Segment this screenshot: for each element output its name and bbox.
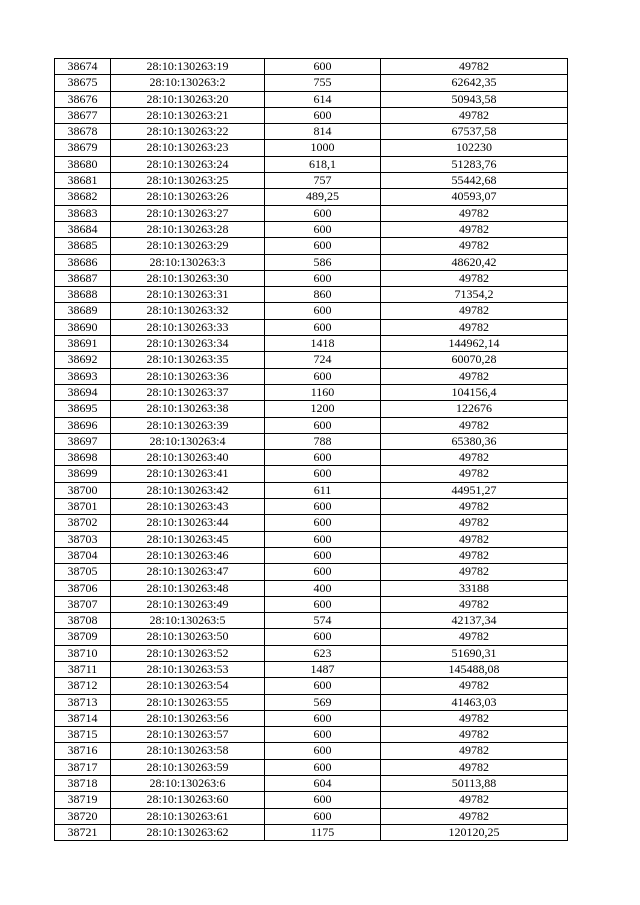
row-number-cell: 38705 [55,564,111,580]
table-row [55,482,568,498]
area-cell: 600 [265,596,381,612]
cadastral-number-cell: 28:10:130263:53 [111,661,265,677]
area-cell: 1160 [265,384,381,400]
table-row [55,91,568,107]
cadastral-number-cell: 28:10:130263:55 [111,694,265,710]
value-cell: 67537,58 [381,124,568,140]
value-cell: 49782 [381,107,568,123]
table-row [55,824,568,840]
row-number-cell: 38711 [55,661,111,677]
area-cell: 600 [265,59,381,75]
area-cell: 860 [265,287,381,303]
row-number-cell: 38696 [55,417,111,433]
area-cell: 614 [265,91,381,107]
cadastral-number-cell: 28:10:130263:22 [111,124,265,140]
row-number-cell: 38679 [55,140,111,156]
table-row [55,156,568,172]
row-number-cell: 38688 [55,287,111,303]
table-row [55,59,568,75]
cadastral-number-cell: 28:10:130263:46 [111,547,265,563]
table-row [55,727,568,743]
table-row [55,450,568,466]
table-row [55,629,568,645]
area-cell: 814 [265,124,381,140]
table-row [55,694,568,710]
area-cell: 489,25 [265,189,381,205]
table-row [55,759,568,775]
value-cell: 49782 [381,727,568,743]
cadastral-number-cell: 28:10:130263:2 [111,75,265,91]
value-cell: 65380,36 [381,433,568,449]
table-row [55,368,568,384]
table-body [55,59,568,841]
cadastral-number-cell: 28:10:130263:29 [111,238,265,254]
table-row [55,613,568,629]
cadastral-number-cell: 28:10:130263:33 [111,319,265,335]
area-cell: 1487 [265,661,381,677]
cadastral-number-cell: 28:10:130263:3 [111,254,265,270]
value-cell: 49782 [381,368,568,384]
cadastral-number-cell: 28:10:130263:36 [111,368,265,384]
cadastral-number-cell: 28:10:130263:25 [111,173,265,189]
area-cell: 600 [265,564,381,580]
area-cell: 1200 [265,401,381,417]
value-cell: 49782 [381,221,568,237]
value-cell: 33188 [381,580,568,596]
table-row [55,254,568,270]
value-cell: 60070,28 [381,352,568,368]
value-cell: 44951,27 [381,482,568,498]
area-cell: 600 [265,466,381,482]
row-number-cell: 38692 [55,352,111,368]
cadastral-number-cell: 28:10:130263:61 [111,808,265,824]
area-cell: 600 [265,270,381,286]
table-row [55,238,568,254]
cadastral-number-cell: 28:10:130263:34 [111,336,265,352]
row-number-cell: 38710 [55,645,111,661]
table-row [55,776,568,792]
cadastral-number-cell: 28:10:130263:59 [111,759,265,775]
table-row [55,140,568,156]
area-cell: 400 [265,580,381,596]
cadastral-number-cell: 28:10:130263:44 [111,515,265,531]
area-cell: 600 [265,792,381,808]
area-cell: 600 [265,547,381,563]
cadastral-number-cell: 28:10:130263:37 [111,384,265,400]
cadastral-number-cell: 28:10:130263:20 [111,91,265,107]
row-number-cell: 38690 [55,319,111,335]
value-cell: 41463,03 [381,694,568,710]
area-cell: 600 [265,450,381,466]
value-cell: 49782 [381,547,568,563]
area-cell: 574 [265,613,381,629]
area-cell: 600 [265,710,381,726]
parcel-table [54,58,568,841]
value-cell: 50943,58 [381,91,568,107]
cadastral-number-cell: 28:10:130263:5 [111,613,265,629]
row-number-cell: 38676 [55,91,111,107]
cadastral-number-cell: 28:10:130263:57 [111,727,265,743]
area-cell: 1418 [265,336,381,352]
table-row [55,189,568,205]
area-cell: 1175 [265,824,381,840]
row-number-cell: 38680 [55,156,111,172]
table-row [55,205,568,221]
area-cell: 604 [265,776,381,792]
area-cell: 600 [265,417,381,433]
value-cell: 49782 [381,710,568,726]
cadastral-number-cell: 28:10:130263:6 [111,776,265,792]
table-row [55,808,568,824]
area-cell: 586 [265,254,381,270]
row-number-cell: 38682 [55,189,111,205]
row-number-cell: 38720 [55,808,111,824]
value-cell: 49782 [381,596,568,612]
row-number-cell: 38681 [55,173,111,189]
row-number-cell: 38703 [55,531,111,547]
value-cell: 104156,4 [381,384,568,400]
value-cell: 49782 [381,564,568,580]
table-row [55,661,568,677]
cadastral-number-cell: 28:10:130263:30 [111,270,265,286]
cadastral-number-cell: 28:10:130263:19 [111,59,265,75]
value-cell: 62642,35 [381,75,568,91]
table-row [55,710,568,726]
value-cell: 42137,34 [381,613,568,629]
row-number-cell: 38693 [55,368,111,384]
value-cell: 49782 [381,270,568,286]
row-number-cell: 38691 [55,336,111,352]
area-cell: 600 [265,205,381,221]
value-cell: 49782 [381,678,568,694]
cadastral-number-cell: 28:10:130263:31 [111,287,265,303]
table-row [55,319,568,335]
cadastral-number-cell: 28:10:130263:45 [111,531,265,547]
cadastral-number-cell: 28:10:130263:58 [111,743,265,759]
area-cell: 600 [265,238,381,254]
cadastral-number-cell: 28:10:130263:39 [111,417,265,433]
row-number-cell: 38695 [55,401,111,417]
cadastral-number-cell: 28:10:130263:27 [111,205,265,221]
cadastral-number-cell: 28:10:130263:54 [111,678,265,694]
table-row [55,531,568,547]
row-number-cell: 38698 [55,450,111,466]
row-number-cell: 38706 [55,580,111,596]
value-cell: 49782 [381,531,568,547]
table-row [55,433,568,449]
cadastral-number-cell: 28:10:130263:56 [111,710,265,726]
table-row [55,596,568,612]
cadastral-number-cell: 28:10:130263:62 [111,824,265,840]
area-cell: 600 [265,368,381,384]
row-number-cell: 38700 [55,482,111,498]
area-cell: 600 [265,743,381,759]
row-number-cell: 38674 [55,59,111,75]
table-row [55,287,568,303]
value-cell: 144962,14 [381,336,568,352]
value-cell: 49782 [381,417,568,433]
row-number-cell: 38677 [55,107,111,123]
row-number-cell: 38686 [55,254,111,270]
row-number-cell: 38704 [55,547,111,563]
table-row [55,107,568,123]
table-row [55,336,568,352]
value-cell: 49782 [381,238,568,254]
row-number-cell: 38689 [55,303,111,319]
value-cell: 49782 [381,499,568,515]
value-cell: 40593,07 [381,189,568,205]
table-row [55,401,568,417]
area-cell: 757 [265,173,381,189]
row-number-cell: 38715 [55,727,111,743]
value-cell: 49782 [381,792,568,808]
row-number-cell: 38683 [55,205,111,221]
table-row [55,173,568,189]
area-cell: 600 [265,531,381,547]
row-number-cell: 38694 [55,384,111,400]
value-cell: 49782 [381,205,568,221]
area-cell: 600 [265,727,381,743]
value-cell: 48620,42 [381,254,568,270]
cadastral-number-cell: 28:10:130263:43 [111,499,265,515]
row-number-cell: 38707 [55,596,111,612]
value-cell: 55442,68 [381,173,568,189]
row-number-cell: 38709 [55,629,111,645]
cadastral-number-cell: 28:10:130263:60 [111,792,265,808]
row-number-cell: 38716 [55,743,111,759]
row-number-cell: 38687 [55,270,111,286]
cadastral-number-cell: 28:10:130263:47 [111,564,265,580]
area-cell: 623 [265,645,381,661]
row-number-cell: 38701 [55,499,111,515]
area-cell: 600 [265,759,381,775]
row-number-cell: 38721 [55,824,111,840]
row-number-cell: 38714 [55,710,111,726]
area-cell: 600 [265,303,381,319]
cadastral-number-cell: 28:10:130263:40 [111,450,265,466]
row-number-cell: 38699 [55,466,111,482]
row-number-cell: 38684 [55,221,111,237]
table-row [55,792,568,808]
row-number-cell: 38713 [55,694,111,710]
table-row [55,221,568,237]
value-cell: 51690,31 [381,645,568,661]
value-cell: 49782 [381,466,568,482]
table-row [55,124,568,140]
value-cell: 122676 [381,401,568,417]
value-cell: 49782 [381,319,568,335]
table-row [55,499,568,515]
row-number-cell: 38712 [55,678,111,694]
cadastral-number-cell: 28:10:130263:26 [111,189,265,205]
cadastral-number-cell: 28:10:130263:50 [111,629,265,645]
area-cell: 600 [265,515,381,531]
cadastral-number-cell: 28:10:130263:41 [111,466,265,482]
value-cell: 102230 [381,140,568,156]
table-row [55,743,568,759]
table-row [55,466,568,482]
area-cell: 600 [265,678,381,694]
value-cell: 49782 [381,59,568,75]
cadastral-number-cell: 28:10:130263:49 [111,596,265,612]
area-cell: 724 [265,352,381,368]
table-row [55,645,568,661]
area-cell: 611 [265,482,381,498]
value-cell: 49782 [381,808,568,824]
cadastral-number-cell: 28:10:130263:35 [111,352,265,368]
value-cell: 50113,88 [381,776,568,792]
table-row [55,678,568,694]
area-cell: 600 [265,499,381,515]
row-number-cell: 38675 [55,75,111,91]
table-row [55,270,568,286]
row-number-cell: 38717 [55,759,111,775]
area-cell: 618,1 [265,156,381,172]
value-cell: 49782 [381,515,568,531]
value-cell: 71354,2 [381,287,568,303]
area-cell: 1000 [265,140,381,156]
value-cell: 145488,08 [381,661,568,677]
cadastral-number-cell: 28:10:130263:21 [111,107,265,123]
value-cell: 49782 [381,303,568,319]
table-row [55,303,568,319]
cadastral-number-cell: 28:10:130263:23 [111,140,265,156]
area-cell: 600 [265,221,381,237]
area-cell: 600 [265,629,381,645]
table-row [55,547,568,563]
area-cell: 788 [265,433,381,449]
cadastral-number-cell: 28:10:130263:38 [111,401,265,417]
value-cell: 49782 [381,629,568,645]
cadastral-number-cell: 28:10:130263:48 [111,580,265,596]
value-cell: 51283,76 [381,156,568,172]
row-number-cell: 38708 [55,613,111,629]
cadastral-number-cell: 28:10:130263:42 [111,482,265,498]
cadastral-number-cell: 28:10:130263:4 [111,433,265,449]
cadastral-number-cell: 28:10:130263:24 [111,156,265,172]
row-number-cell: 38678 [55,124,111,140]
row-number-cell: 38685 [55,238,111,254]
cadastral-number-cell: 28:10:130263:32 [111,303,265,319]
cadastral-number-cell: 28:10:130263:52 [111,645,265,661]
row-number-cell: 38719 [55,792,111,808]
table-row [55,352,568,368]
table-row [55,417,568,433]
value-cell: 49782 [381,450,568,466]
area-cell: 755 [265,75,381,91]
table-row [55,75,568,91]
area-cell: 569 [265,694,381,710]
row-number-cell: 38702 [55,515,111,531]
row-number-cell: 38718 [55,776,111,792]
area-cell: 600 [265,107,381,123]
value-cell: 49782 [381,759,568,775]
area-cell: 600 [265,808,381,824]
table-row [55,515,568,531]
table-row [55,580,568,596]
area-cell: 600 [265,319,381,335]
cadastral-number-cell: 28:10:130263:28 [111,221,265,237]
table-row [55,384,568,400]
table-row [55,564,568,580]
value-cell: 49782 [381,743,568,759]
row-number-cell: 38697 [55,433,111,449]
value-cell: 120120,25 [381,824,568,840]
